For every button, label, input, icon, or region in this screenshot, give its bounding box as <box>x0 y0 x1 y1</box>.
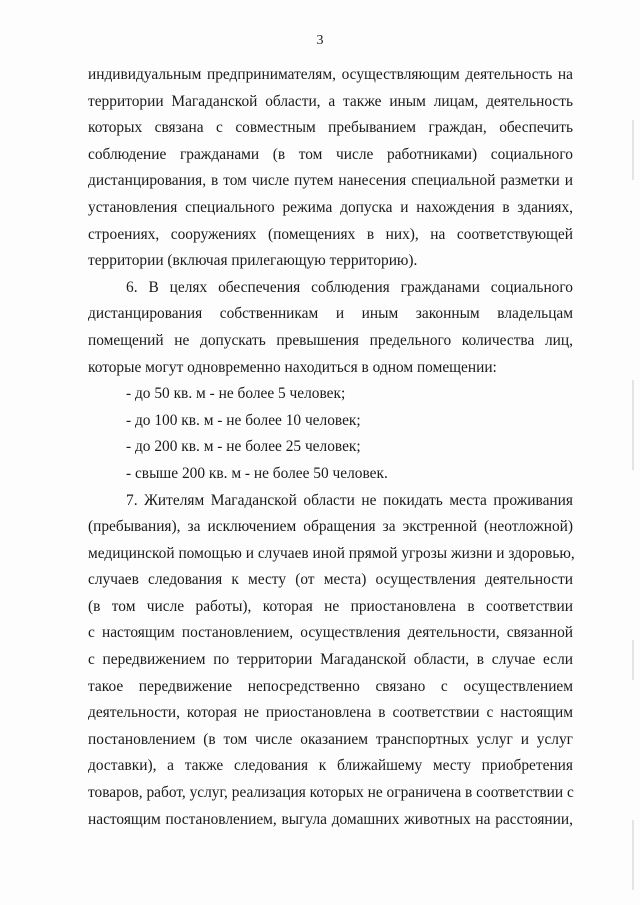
text-line: которых связана с совместным пребыванием граждан, обеспечить <box>88 119 573 137</box>
list-item: - до 200 кв. м - не более 25 человек; <box>126 438 361 456</box>
text-line: товаров, работ, услуг, реализация которых не ограничена в соответствии с <box>88 784 574 802</box>
text-line: территории (включая прилегающую территорию). <box>88 252 418 270</box>
text-line: с передвижением по территории Магаданской области, в случае если <box>88 651 573 669</box>
list-item: - до 100 кв. м - не более 10 человек; <box>126 411 361 429</box>
page-number: 3 <box>316 33 324 48</box>
scan-edge-mark <box>632 380 634 470</box>
text-line: (в том числе работы), которая не приостановлена в соответствии <box>88 597 573 615</box>
text-line: (пребывания), за исключением обращения за экстренной (неотложной) <box>88 518 573 536</box>
scan-edge-mark <box>632 640 634 680</box>
text-line: медицинской помощью и случаев иной прямой угрозы жизни и здоровью, <box>88 544 575 562</box>
text-line: настоящим постановлением, выгула домашних животных на расстоянии, <box>88 810 573 828</box>
paragraph-7-line: 7. Жителям Магаданской области не покидать места проживания <box>126 491 573 509</box>
list-item: - свыше 200 кв. м - не более 50 человек. <box>126 464 388 482</box>
text-line: доставки), а также следования к ближайшему месту приобретения <box>88 757 573 775</box>
scan-edge-mark <box>632 120 634 180</box>
text-line: деятельности, которая не приостановлена в соответствии с настоящим <box>88 704 573 722</box>
text-line: дистанцирования, в том числе путем нанесения специальной разметки и <box>88 172 573 190</box>
text-line: индивидуальным предпринимателям, осуществляющим деятельность на <box>88 66 573 83</box>
text-line: с настоящим постановлением, осуществления деятельности, связанной <box>88 624 573 642</box>
text-line: такое передвижение непосредственно связано с осуществлением <box>88 677 573 695</box>
text-line: случаев следования к месту (от места) осуществления деятельности <box>88 571 573 589</box>
text-line: помещений не допускать превышения предельного количества лиц, <box>88 331 573 349</box>
list-item: - до 50 кв. м - не более 5 человек; <box>126 385 346 403</box>
text-line: территории Магаданской области, а также иным лицам, деятельность <box>88 92 573 110</box>
text-line: соблюдение гражданами (в том числе работниками) социального <box>88 145 573 163</box>
document-body <box>88 62 573 833</box>
text-line: которые могут одновременно находиться в одном помещении: <box>88 358 497 376</box>
scan-edge-mark <box>632 820 634 890</box>
text-line: дистанцирования собственникам и иным законным владельцам <box>88 305 573 323</box>
text-line: строениях, сооружениях (помещениях в них), на соответствующей <box>88 225 573 243</box>
text-line: установления специального режима допуска и нахождения в зданиях, <box>88 198 573 216</box>
text-line: постановлением (в том числе оказанием транспортных услуг и услуг <box>88 730 573 748</box>
paragraph-6-line: 6. В целях обеспечения соблюдения гражданами социального <box>126 278 573 296</box>
